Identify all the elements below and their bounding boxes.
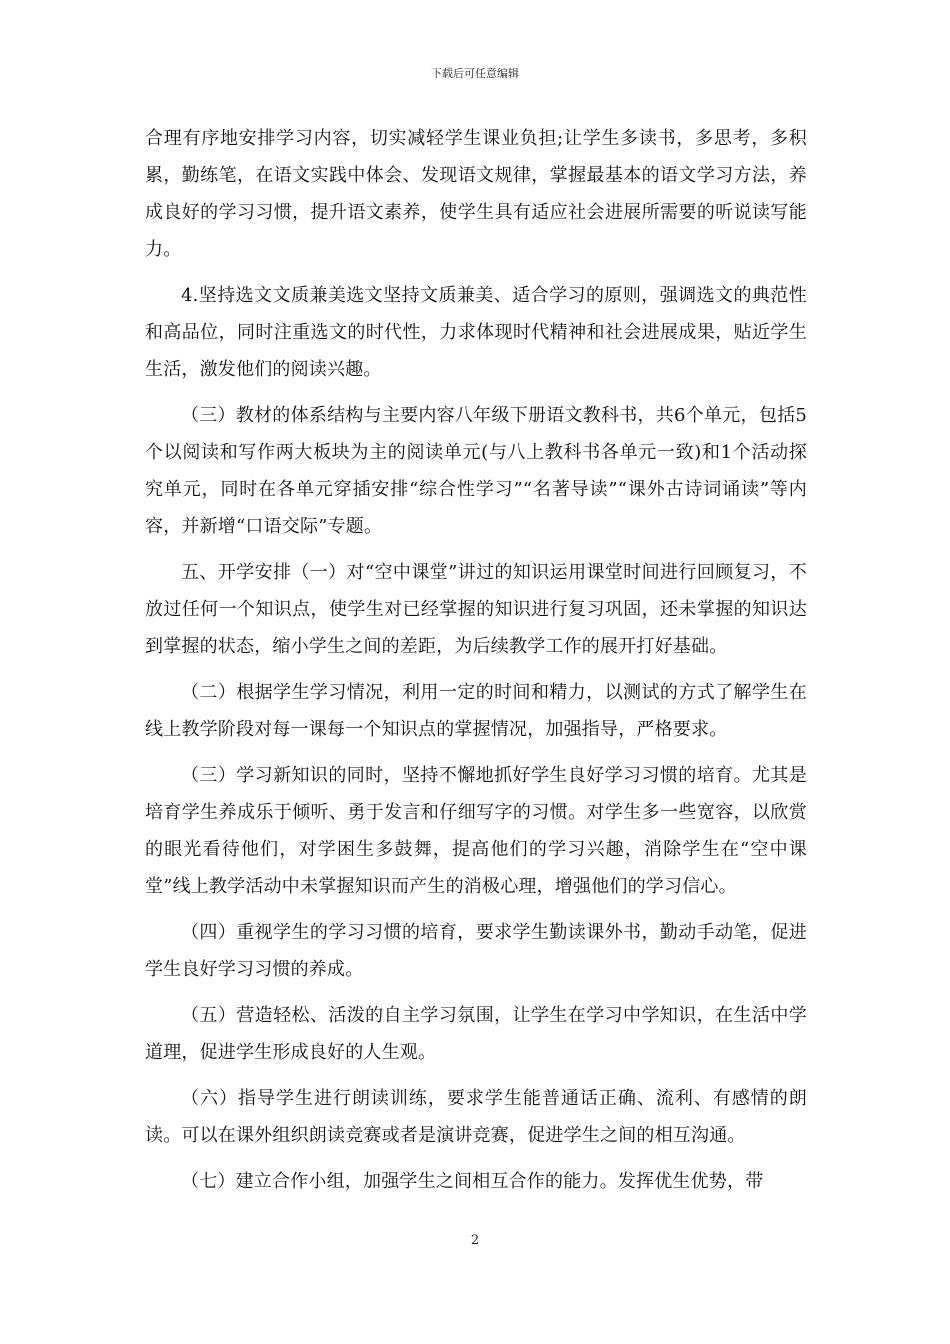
paragraph: （三）教材的体系结构与主要内容八年级下册语文教科书，共6个单元，包括5个以阅读和写作两大板块为主的阅读单元(与八上教科书各单元一致)和1个活动探究单元，同时在各单元穿插安排“综合性学习”“名著导读”“课外古诗词诵读”等内容，并新增“口语交际”专题。 <box>145 405 807 537</box>
paragraph: （三）学习新知识的同时，坚持不懈地抓好学生良好学习习惯的培育。尤其是培育学生养成乐于倾听、勇于发言和仔细写字的习惯。对学生多一些宽容，以欣赏的眼光看待他们，对学困生多鼓舞，提高他们的学习兴趣，消除学生在“空中课堂”线上教学活动中未掌握知识而产生的消极心理，增强他们的学习信心。 <box>145 765 807 897</box>
page-header: 下载后可任意编辑 <box>431 67 519 80</box>
paragraph: （四）重视学生的学习习惯的培育，要求学生勤读课外书，勤动手动笔，促进学生良好学习习惯的养成。 <box>145 922 807 980</box>
document-body <box>145 120 807 1209</box>
paragraph: （六）指导学生进行朗读训练，要求学生能普通话正确、流利、有感情的朗读。可以在课外组织朗读竞赛或者是演讲竞赛，促进学生之间的相互沟通。 <box>145 1088 807 1146</box>
paragraph: （二）根据学生学习情况，利用一定的时间和精力，以测试的方式了解学生在线上教学阶段对每一课每一个知识点的掌握情况，加强指导，严格要求。 <box>145 682 807 740</box>
page-number: 2 <box>470 1233 480 1248</box>
paragraph: （七）建立合作小组，加强学生之间相互合作的能力。发挥优生优势，带 <box>181 1171 764 1192</box>
paragraph: 五、开学安排（一）对“空中课堂”讲过的知识运用课堂时间进行回顾复习，不放过任何一个知识点，使学生对已经掌握的知识进行复习巩固，还未掌握的知识达到掌握的状态，缩小学生之间的差距，为后续教学工作的展开打好基础。 <box>145 562 807 657</box>
paragraph: 4.坚持选文文质兼美选文坚持文质兼美、适合学习的原则，强调选文的典范性和高品位，同时注重选文的时代性，力求体现时代精神和社会进展成果，贴近学生生活，激发他们的阅读兴趣。 <box>145 285 807 380</box>
paragraph: （五）营造轻松、活泼的自主学习氛围，让学生在学习中学知识，在生活中学道理，促进学生形成良好的人生观。 <box>145 1005 807 1063</box>
paragraph: 合理有序地安排学习内容，切实减轻学生课业负担;让学生多读书，多思考，多积累，勤练笔，在语文实践中体会、发现语文规律，掌握最基本的语文学习方法，养成良好的学习习惯，提升语文素养，使学生具有适应社会进展所需要的听说读写能力。 <box>145 128 807 260</box>
